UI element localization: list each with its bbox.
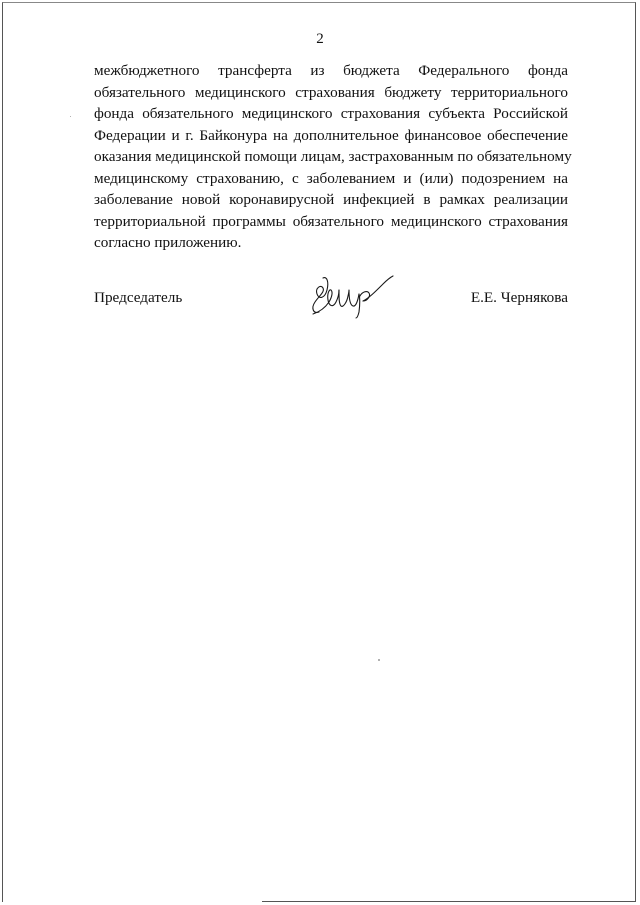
handwritten-signature — [305, 268, 395, 320]
scan-speck — [378, 659, 380, 661]
body-line: согласно приложению. — [94, 234, 242, 251]
body-paragraph — [94, 60, 572, 254]
body-line: медицинскому страхованию, с заболеванием и (или) подозрением на — [94, 169, 568, 187]
signatory-name: Е.Е. Чернякова — [470, 289, 568, 306]
body-line: межбюджетного трансферта из бюджета Федерального фонда — [94, 62, 568, 79]
body-line: территориальной программы обязательного медицинского страхования — [94, 212, 568, 230]
body-line: заболевание новой коронавирусной инфекцией в рамках реализации — [94, 191, 568, 208]
body-line: оказания медицинской помощи лицам, застрахованным по обязательному — [94, 148, 572, 165]
scan-speck — [70, 116, 71, 117]
page-bottom-edge — [262, 901, 636, 902]
body-line: обязательного медицинского страхования бюджету территориального — [94, 83, 568, 101]
page-number: 2 — [316, 31, 324, 47]
body-line: Федерации и г. Байконура на дополнительное финансовое обеспечение — [94, 126, 568, 144]
body-line: фонда обязательного медицинского страхования субъекта Российской — [94, 105, 568, 122]
signatory-title: Председатель — [94, 289, 183, 306]
